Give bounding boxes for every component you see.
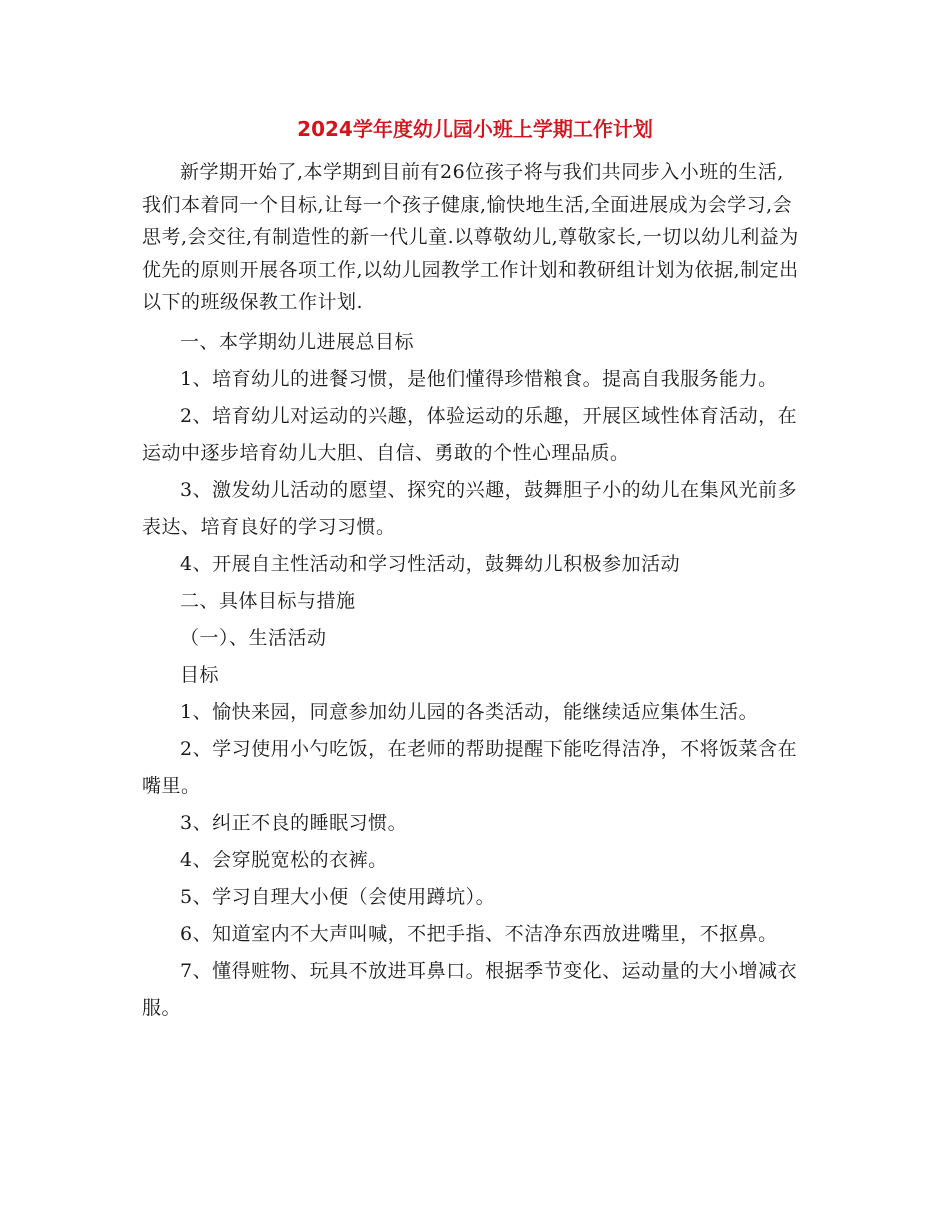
label-goal: 目标 (180, 663, 220, 686)
goal-item-4: 4、开展自主性活动和学习性活动，鼓舞幼儿积极参加活动 (180, 552, 681, 575)
subsection-heading: （一）、生活活动 (180, 626, 327, 649)
life-item-3: 3、纠正不良的睡眠习惯。 (180, 811, 408, 834)
section-heading-2: 二、具体目标与措施 (180, 589, 356, 612)
life-item-1: 1、愉快来园，同意参加幼儿园的各类活动，能继续适应集体生活。 (180, 700, 759, 723)
document-title: 2024学年度幼儿园小班上学期工作计划 (297, 117, 653, 141)
goal-item-3: 3、激发幼儿活动的愿望、探究的兴趣，鼓舞胆子小的幼儿在集风光前多表达、培育良好的学习习惯。 (142, 478, 798, 538)
life-item-5: 5、学习自理大小便（会使用蹲坑）。 (180, 885, 496, 908)
document-body (142, 156, 802, 1027)
life-item-4: 4、会穿脱宽松的衣裤。 (180, 848, 388, 871)
section-heading-1: 一、本学期幼儿进展总目标 (180, 330, 415, 353)
life-item-2: 2、学习使用小勺吃饭，在老师的帮助提醒下能吃得洁净，不将饭菜含在嘴里。 (142, 737, 798, 797)
life-item-6: 6、知道室内不大声叫喊，不把手指、不洁净东西放进嘴里，不抠鼻。 (180, 922, 778, 945)
goal-item-2: 2、培育幼儿对运动的兴趣，体验运动的乐趣，开展区域性体育活动，在运动中逐步培育幼儿大胆、自信、勇敢的个性心理品质。 (142, 404, 798, 464)
life-item-7: 7、懂得赃物、玩具不放进耳鼻口。根据季节变化、运动量的大小增减衣服。 (142, 959, 798, 1019)
intro-paragraph: 新学期开始了,本学期到目前有26位孩子将与我们共同步入小班的生活,我们本着同一个目标,让每一个孩子健康,愉快地生活,全面进展成为会学习,会思考,会交往,有制造性的新一代儿童.以尊敬幼儿,尊敬家长,一切以幼儿利益为优先的原则开展各项工作,以幼儿园教学工作计划和教研组计划为依据,制定出以下的班级保教工作计划. (142, 161, 799, 313)
goal-item-1: 1、培育幼儿的进餐习惯，是他们懂得珍惜粮食。提高自我服务能力。 (180, 367, 778, 390)
